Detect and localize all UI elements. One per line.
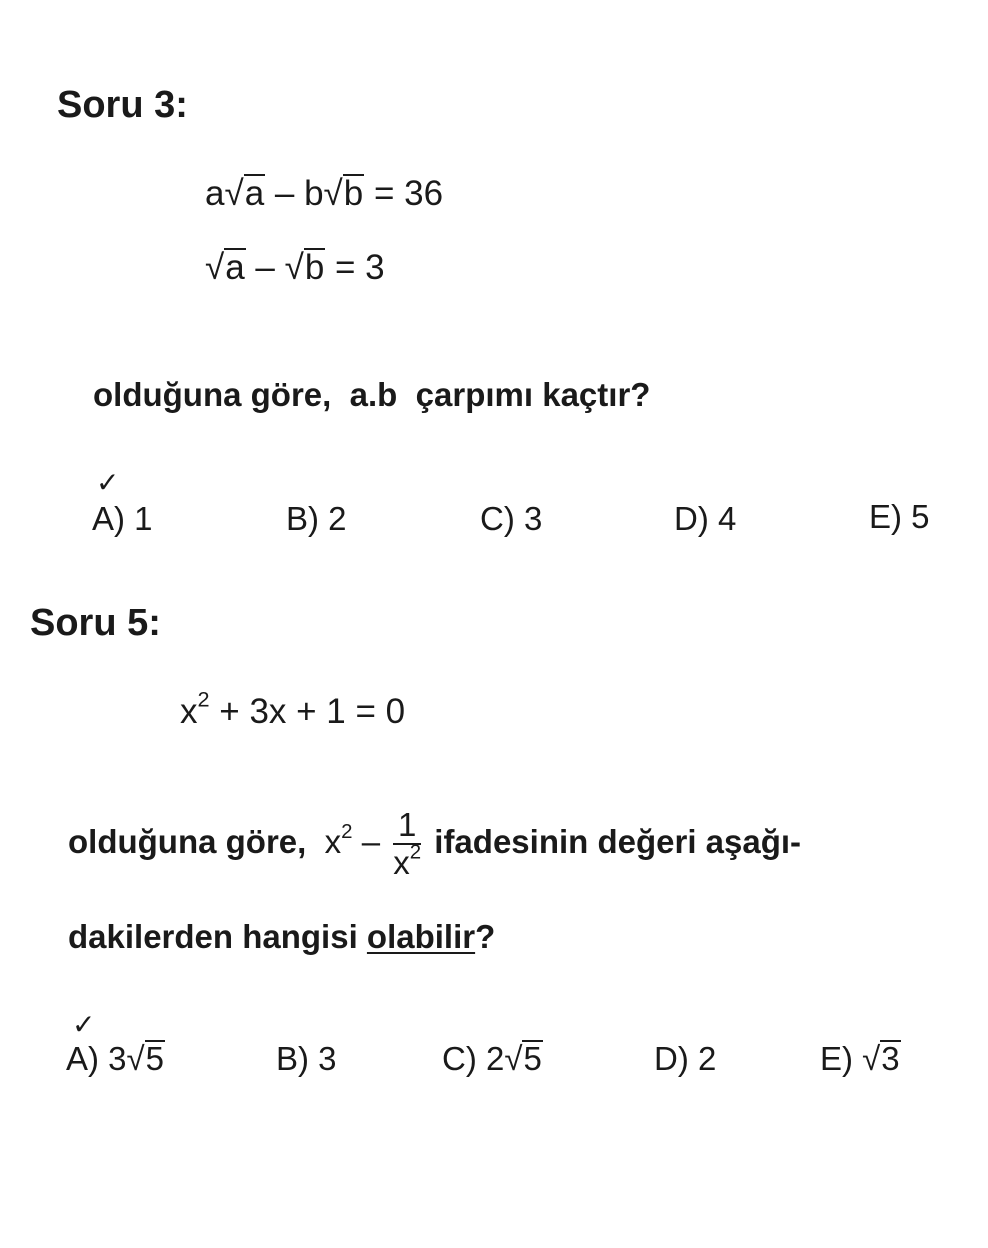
- question-text: olduğuna göre,: [68, 823, 325, 861]
- sqrt-symbol: √: [323, 174, 343, 213]
- q5-option-b[interactable]: B) 3: [276, 1040, 337, 1077]
- eq-rhs: = 36: [364, 174, 444, 213]
- radicand: 5: [145, 1040, 165, 1077]
- question-3-equation-2: [205, 248, 385, 288]
- question-3-equation-1: [205, 174, 443, 214]
- eq-rhs: = 3: [325, 248, 385, 287]
- option-label: C) 2: [442, 1040, 505, 1077]
- eq-term: a: [205, 174, 225, 213]
- question-text: dakilerden hangisi: [68, 918, 367, 955]
- q5-option-e[interactable]: [820, 1040, 901, 1078]
- option-label: E): [820, 1040, 863, 1077]
- eq-operator: –: [245, 248, 285, 287]
- answer-checkmark: ✓: [96, 467, 120, 498]
- question-5-title: Soru 5:: [30, 602, 161, 644]
- eq-operator: – b: [265, 174, 324, 213]
- radicand: a: [244, 174, 265, 213]
- fraction-numerator: 1: [393, 808, 421, 845]
- question-3-title: Soru 3:: [57, 84, 188, 126]
- q3-option-e[interactable]: E) 5: [869, 498, 930, 535]
- denominator-exponent: 2: [409, 840, 422, 864]
- sqrt-symbol: √: [126, 1040, 145, 1077]
- sqrt-symbol: √: [205, 248, 225, 287]
- question-text: ifadesinin değeri aşağı-: [425, 823, 802, 861]
- expr-exponent: 2: [341, 819, 353, 843]
- q5-option-a[interactable]: [66, 1040, 165, 1078]
- fraction: [393, 808, 421, 881]
- eq-base: x: [180, 692, 198, 731]
- question-mark: ?: [475, 918, 496, 955]
- radicand: b: [304, 248, 325, 287]
- eq-exponent: 2: [197, 686, 210, 712]
- denominator-base: x: [393, 843, 410, 881]
- expr-minus: –: [352, 823, 390, 861]
- underlined-word: olabilir: [366, 918, 476, 955]
- sqrt-symbol: √: [224, 174, 244, 213]
- radicand: a: [225, 248, 245, 287]
- q3-option-b[interactable]: B) 2: [286, 500, 347, 537]
- option-label: A) 3: [66, 1040, 127, 1077]
- radicand: 3: [881, 1040, 900, 1077]
- q3-option-d[interactable]: D) 4: [674, 500, 737, 537]
- radicand: b: [343, 174, 364, 213]
- sqrt-symbol: √: [504, 1040, 523, 1077]
- q5-option-c[interactable]: [442, 1040, 543, 1078]
- question-3-text: olduğuna göre, a.b çarpımı kaçtır?: [93, 376, 651, 413]
- question-5-equation: [180, 686, 406, 732]
- q3-option-a[interactable]: A) 1: [92, 500, 153, 537]
- fraction-denominator: [393, 840, 422, 881]
- question-5-text-line-1: [68, 808, 801, 881]
- sqrt-symbol: √: [284, 248, 304, 287]
- sqrt-symbol: √: [862, 1040, 881, 1077]
- answer-checkmark: ✓: [72, 1009, 96, 1040]
- expr-base: x: [324, 823, 342, 861]
- eq-rest: + 3x + 1 = 0: [209, 692, 406, 731]
- radicand: 5: [523, 1040, 542, 1077]
- q3-option-c[interactable]: C) 3: [480, 500, 543, 537]
- question-5-text-line-2: [68, 918, 495, 956]
- q5-option-d[interactable]: D) 2: [654, 1040, 717, 1077]
